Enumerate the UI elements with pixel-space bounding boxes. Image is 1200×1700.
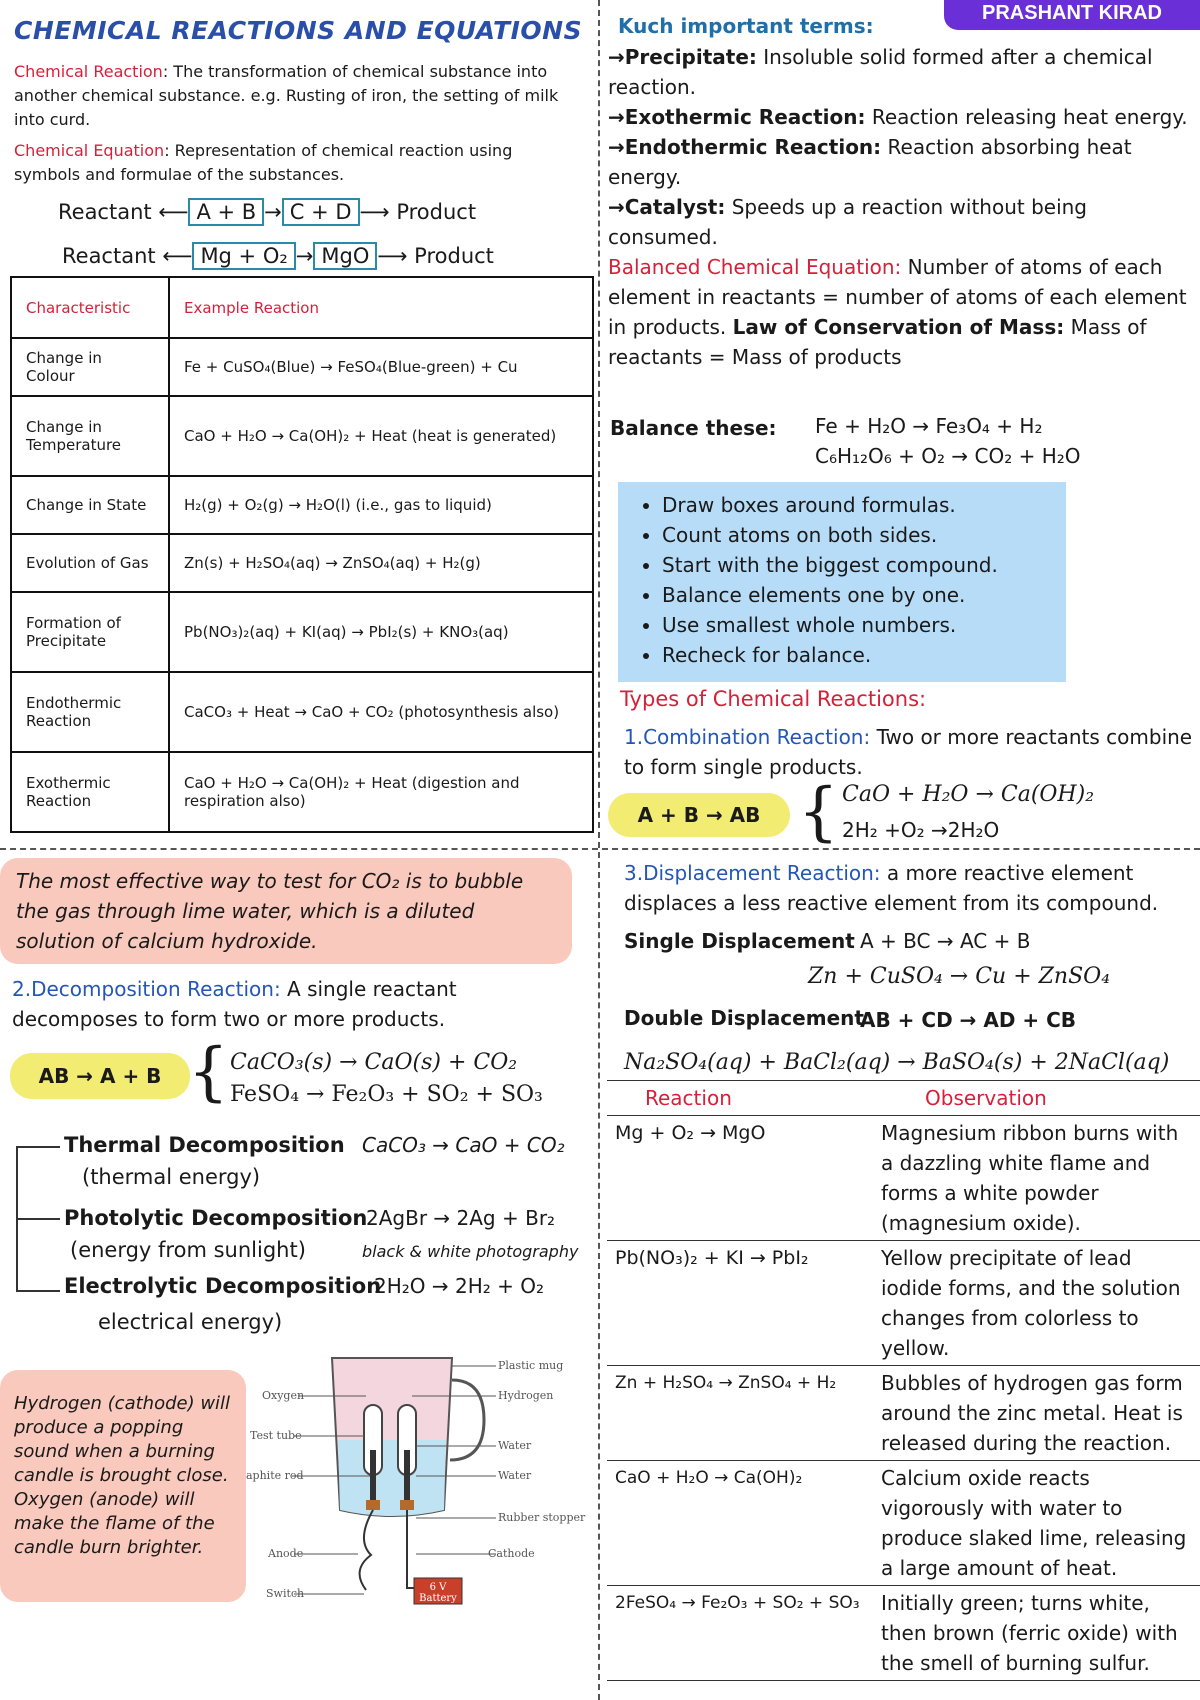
author-badge: PRASHANT KIRAD bbox=[944, 0, 1200, 30]
diagram2-box-products: MgO bbox=[313, 242, 377, 270]
chemical-equation-text: : Representation of chemical reaction using symbols and formulae of the substances. bbox=[14, 141, 513, 184]
tip-item: • Balance elements one by one. bbox=[662, 580, 1066, 610]
wire-anode bbox=[360, 1510, 373, 1590]
electrolytic-decomposition-eq: 2H₂O → 2H₂ + O₂ bbox=[374, 1274, 545, 1298]
table-cell: Magnesium ribbon burns with a dazzling white flame and forms a white powder (magnesium oxide). bbox=[873, 1116, 1200, 1241]
chemical-equation-term: Chemical Equation bbox=[14, 141, 165, 160]
diagram1-box-reactants: A + B bbox=[188, 198, 264, 226]
term-catalyst: →Catalyst: Speeds up a reaction without being consumed. bbox=[608, 195, 1087, 249]
table-cell: Change in Temperature bbox=[11, 396, 169, 476]
chemical-reaction-text: : The transformation of chemical substance into another chemical substance. e.g. Rusting of iron, the setting of milk into curd. bbox=[14, 62, 559, 129]
right-arrow-icon: ⟶ bbox=[377, 244, 408, 268]
photolytic-note: black & white photography bbox=[362, 1242, 579, 1261]
table-row bbox=[607, 1241, 1200, 1366]
diagram1-box-products: C + D bbox=[282, 198, 360, 226]
table-cell: Change in Colour bbox=[11, 338, 169, 396]
battery-label-text: 6 V bbox=[429, 1582, 447, 1593]
term-exothermic: →Exothermic Reaction: Reaction releasing heat energy. bbox=[608, 105, 1188, 129]
label-switch: Switch bbox=[266, 1587, 305, 1600]
table-cell: H₂(g) + O₂(g) → H₂O(l) (i.e., gas to liquid) bbox=[169, 476, 593, 534]
tree-branch bbox=[16, 1290, 60, 1292]
rubber-stopper-right bbox=[400, 1500, 414, 1510]
double-displacement-label: Double Displacement bbox=[624, 1006, 864, 1030]
tip-item: • Recheck for balance. bbox=[662, 640, 1066, 670]
chemical-reaction-term: Chemical Reaction bbox=[14, 62, 163, 81]
terms-list bbox=[608, 42, 1196, 372]
tip-item: • Use smallest whole numbers. bbox=[662, 610, 1066, 640]
table-cell: Pb(NO₃)₂ + KI → PbI₂ bbox=[607, 1241, 873, 1366]
balance-equation-1: Fe + H₂O → Fe₃O₄ + H₂ bbox=[815, 414, 1043, 438]
chemical-reaction-definition bbox=[14, 60, 574, 132]
table-cell: 2FeSO₄ → Fe₂O₃ + SO₂ + SO₃ bbox=[607, 1586, 873, 1681]
table-cell: Formation of Precipitate bbox=[11, 592, 169, 672]
thermal-decomposition-label: Thermal Decomposition bbox=[64, 1133, 345, 1157]
table-row bbox=[607, 1461, 1200, 1586]
table-row bbox=[607, 1586, 1200, 1681]
left-arrow-icon: ⟵ bbox=[158, 200, 189, 224]
diagram1-product: Product bbox=[396, 200, 477, 224]
table-header: Characteristic bbox=[11, 277, 169, 338]
displacement-definition: 3.Displacement Reaction: a more reactive element displaces a less reactive element from its compound. bbox=[624, 861, 1159, 915]
left-brace-icon: { bbox=[188, 1035, 229, 1109]
horizontal-divider bbox=[0, 848, 1200, 850]
decomposition-general-equation: AB → A + B bbox=[10, 1053, 190, 1099]
displacement-term: 3.Displacement Reaction: bbox=[624, 861, 881, 885]
combination-general-equation: A + B → AB bbox=[608, 793, 790, 837]
term-endothermic: →Endothermic Reaction: Reaction absorbing heat energy. bbox=[608, 135, 1132, 189]
label-oxygen: Oxygen bbox=[262, 1389, 305, 1402]
table-header: Example Reaction bbox=[169, 277, 593, 338]
label-water-2: Water bbox=[498, 1469, 532, 1482]
left-brace-icon: { bbox=[798, 775, 839, 849]
label-test-tube: Test tube bbox=[250, 1429, 302, 1442]
label-rubber-stopper: Rubber stopper bbox=[498, 1511, 586, 1524]
label-anode: Anode bbox=[268, 1547, 304, 1560]
table-header: Reaction bbox=[607, 1081, 873, 1116]
table-cell: Yellow precipitate of lead iodide forms, and the solution changes from colorless to yellow. bbox=[873, 1241, 1200, 1366]
electrolytic-decomposition-sub: electrical energy) bbox=[98, 1310, 283, 1334]
tip-item: • Start with the biggest compound. bbox=[662, 550, 1066, 580]
table-cell: Endothermic Reaction bbox=[11, 672, 169, 752]
decomposition-term: 2.Decomposition Reaction: bbox=[12, 977, 281, 1001]
photolytic-decomposition-label: Photolytic Decomposition bbox=[64, 1206, 368, 1230]
table-cell: Pb(NO₃)₂(aq) + KI(aq) → PbI₂(s) + KNO₃(aq) bbox=[169, 592, 593, 672]
balance-label: Balance these: bbox=[610, 416, 777, 440]
balance-equation-2: C₆H₁₂O₆ + O₂ → CO₂ + H₂O bbox=[815, 444, 1081, 468]
table-cell: Bubbles of hydrogen gas form around the zinc metal. Heat is released during the reaction. bbox=[873, 1366, 1200, 1461]
table-cell: Initially green; turns white, then brown (ferric oxide) with the smell of burning sulfur. bbox=[873, 1586, 1200, 1681]
single-displacement-general: A + BC → AC + B bbox=[860, 929, 1031, 953]
vertical-divider bbox=[598, 0, 600, 1700]
electrolysis-note: Hydrogen (cathode) will produce a popping sound when a burning candle is brought close. Oxygen (anode) will make the flame of the candle burn brighter. bbox=[0, 1370, 246, 1602]
table-cell: CaO + H₂O → Ca(OH)₂ + Heat (heat is generated) bbox=[169, 396, 593, 476]
decomposition-example-2: FeSO₄ → Fe₂O₃ + SO₂ + SO₃ bbox=[230, 1082, 543, 1107]
table-cell: Zn(s) + H₂SO₄(aq) → ZnSO₄(aq) + H₂(g) bbox=[169, 534, 593, 592]
tip-item: • Draw boxes around formulas. bbox=[662, 490, 1066, 520]
label-hydrogen: Hydrogen bbox=[498, 1389, 554, 1402]
balancing-tips-box bbox=[618, 482, 1066, 682]
right-arrow-icon: → bbox=[264, 200, 282, 224]
term-precipitate: →Precipitate: Insoluble solid formed after a chemical reaction. bbox=[608, 45, 1153, 99]
table-cell: Fe + CuSO₄(Blue) → FeSO₄(Blue-green) + Cu bbox=[169, 338, 593, 396]
table-cell: Mg + O₂ → MgO bbox=[607, 1116, 873, 1241]
table-header: Observation bbox=[873, 1081, 1200, 1116]
diagram2-reactant: Reactant bbox=[62, 244, 156, 268]
reaction-diagram-2 bbox=[62, 242, 494, 270]
reaction-diagram-1 bbox=[58, 198, 476, 226]
balanced-equation-definition: Balanced Chemical Equation: Number of atoms of each element in reactants = number of atoms of each element in products. Law of Conservation of Mass: Mass of reactants = Mass of products bbox=[608, 255, 1187, 369]
label-water-1: Water bbox=[498, 1439, 532, 1452]
table-cell: CaO + H₂O → Ca(OH)₂ bbox=[607, 1461, 873, 1586]
combination-term: 1.Combination Reaction: bbox=[624, 725, 871, 749]
table-row bbox=[607, 1116, 1200, 1241]
wire-cathode bbox=[407, 1510, 416, 1588]
water-fill bbox=[338, 1440, 446, 1516]
photolytic-decomposition-sub: (energy from sunlight) bbox=[70, 1238, 306, 1262]
thermal-decomposition-sub: (thermal energy) bbox=[82, 1165, 261, 1189]
co2-test-note: The most effective way to test for CO₂ is to bubble the gas through lime water, which is a diluted solution of calcium hydroxide. bbox=[0, 858, 572, 964]
chemical-equation-definition bbox=[14, 139, 574, 187]
single-displacement-label: Single Displacement bbox=[624, 929, 855, 953]
terms-heading: Kuch important terms: bbox=[618, 14, 874, 38]
tree-branch bbox=[16, 1146, 60, 1148]
combination-example-2: 2H₂ +O₂ →2H₂O bbox=[842, 818, 1000, 842]
left-arrow-icon: ⟵ bbox=[162, 244, 193, 268]
balanced-equation-term: Balanced Chemical Equation: bbox=[608, 255, 902, 279]
diagram2-product: Product bbox=[414, 244, 494, 268]
double-displacement-general: AB + CD → AD + CB bbox=[860, 1008, 1077, 1032]
right-arrow-icon: → bbox=[295, 244, 314, 268]
table-cell: Evolution of Gas bbox=[11, 534, 169, 592]
label-graphite-rod: aphite rod bbox=[246, 1469, 304, 1482]
table-row bbox=[607, 1366, 1200, 1461]
table-cell: CaO + H₂O → Ca(OH)₂ + Heat (digestion and respiration also) bbox=[169, 752, 593, 832]
diagram2-box-reactants: Mg + O₂ bbox=[192, 242, 295, 270]
table-cell: Zn + H₂SO₄ → ZnSO₄ + H₂ bbox=[607, 1366, 873, 1461]
combination-example-1: CaO + H₂O → Ca(OH)₂ bbox=[842, 782, 1095, 807]
tip-item: • Count atoms on both sides. bbox=[662, 520, 1066, 550]
page-title: CHEMICAL REACTIONS AND EQUATIONS bbox=[14, 16, 583, 45]
single-displacement-example: Zn + CuSO₄ → Cu + ZnSO₄ bbox=[808, 964, 1111, 989]
characteristics-table bbox=[10, 276, 594, 833]
types-heading: Types of Chemical Reactions: bbox=[620, 687, 927, 711]
law-term: Law of Conservation of Mass: bbox=[732, 315, 1065, 339]
photolytic-decomposition-eq: 2AgBr → 2Ag + Br₂ bbox=[366, 1206, 556, 1230]
label-plastic-mug: Plastic mug bbox=[498, 1359, 564, 1372]
rubber-stopper-left bbox=[366, 1500, 380, 1510]
tree-branch bbox=[16, 1218, 60, 1220]
table-cell: Exothermic Reaction bbox=[11, 752, 169, 832]
decomposition-definition: 2.Decomposition Reaction: A single reactant decomposes to form two or more products. bbox=[12, 977, 457, 1031]
combination-definition: 1.Combination Reaction: Two or more reactants combine to form single products. bbox=[624, 725, 1193, 779]
table-cell: CaCO₃ + Heat → CaO + CO₂ (photosynthesis also) bbox=[169, 672, 593, 752]
battery-label-text: Battery bbox=[419, 1593, 457, 1604]
electrolytic-decomposition-label: Electrolytic Decomposition bbox=[64, 1274, 382, 1298]
mug-handle bbox=[450, 1380, 484, 1460]
table-cell: Calcium oxide reacts vigorously with water to produce slaked lime, releasing a large amount of heat. bbox=[873, 1461, 1200, 1586]
table-cell: Change in State bbox=[11, 476, 169, 534]
thermal-decomposition-eq: CaCO₃ → CaO + CO₂ bbox=[362, 1133, 565, 1157]
right-arrow-icon: ⟶ bbox=[359, 200, 390, 224]
label-cathode: Cathode bbox=[488, 1547, 535, 1560]
observation-table bbox=[607, 1080, 1200, 1681]
decomposition-example-1: CaCO₃(s) → CaO(s) + CO₂ bbox=[230, 1050, 518, 1075]
diagram1-reactant: Reactant bbox=[58, 200, 152, 224]
double-displacement-example: Na₂SO₄(aq) + BaCl₂(aq) → BaSO₄(s) + 2NaCl(aq) bbox=[624, 1050, 1170, 1075]
